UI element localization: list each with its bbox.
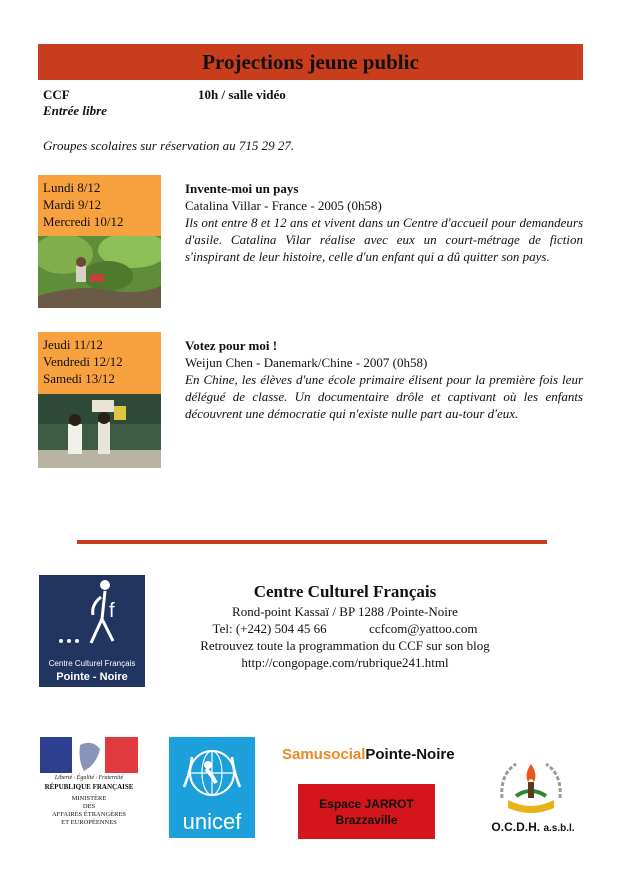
republique-country: RÉPUBLIQUE FRANÇAISE: [44, 783, 134, 791]
film1-dates: [38, 175, 161, 236]
title-banner: [38, 44, 583, 80]
ministry-line: DES: [82, 803, 96, 810]
republique-logo: [40, 737, 138, 839]
espace-jarrot-logo: [298, 784, 435, 839]
ocdh-caption: [478, 820, 588, 834]
unicef-emblem-icon: [182, 743, 242, 803]
contact-name: Centre Culturel Français: [253, 582, 437, 601]
samusocial-city: Pointe-Noire: [365, 746, 455, 763]
ccf-figure-icon: [39, 575, 145, 655]
ocdh-name: O.C.D.H.: [491, 820, 541, 834]
ministry-line: AFFAIRES ÉTRANGÈRES: [51, 811, 127, 818]
contact-email[interactable]: ccfcom@yattoo.com: [369, 621, 478, 636]
svg-text:f: f: [109, 600, 115, 622]
contact-phone-row: [160, 620, 530, 637]
section-divider: [77, 540, 547, 544]
film1-photo-art: [38, 236, 161, 308]
film1-credits: Catalina Villar - France - 2005 (0h58): [185, 198, 382, 213]
film2-date: Vendredi 12/12: [43, 354, 123, 369]
film1-description: Ils ont entre 8 et 12 ans et vivent dans un Centre d'accueil pour demandeurs d'asile. Catalina Vilar réalise avec eux un court-métrage de fiction s'inspirant de leur histoire, celle d'un enfant qui a dû quitter son pays.: [185, 215, 583, 264]
ccf-logo-line2: Pointe - Noire: [56, 671, 128, 683]
espace-jarrot-line2: Brazzaville: [335, 812, 398, 827]
film1-block: [185, 180, 583, 265]
film2-credits: Weijun Chen - Danemark/Chine - 2007 (0h58): [185, 355, 428, 370]
unicef-logo: [169, 737, 255, 838]
ocdh-torch-icon: [494, 756, 568, 816]
film1-photo: [38, 236, 161, 308]
unicef-wordmark: unicef: [182, 809, 242, 834]
contact-url[interactable]: http://congopage.com/rubrique241.html: [241, 655, 449, 670]
ccf-logo: [39, 575, 145, 687]
contact-blog-line: Retrouvez toute la programmation du CCF sur son blog: [200, 638, 490, 653]
ministry-line: MINISTÈRE: [71, 795, 107, 802]
ccf-logo-line1: Centre Culturel Français: [48, 659, 136, 668]
page-title: Projections jeune public: [202, 49, 419, 74]
contact-address: Rond-point Kassaï / BP 1288 /Pointe-Noire: [232, 604, 458, 619]
contact-phone: Tel: (+242) 504 45 66: [212, 621, 327, 636]
film2-date: Samedi 13/12: [43, 371, 115, 386]
marianne-flag-icon: [40, 737, 138, 773]
film2-date: Jeudi 11/12: [43, 337, 103, 352]
film2-block: [185, 337, 583, 422]
ocdh-logo: [478, 756, 588, 841]
film1-date: Mercredi 10/12: [43, 214, 124, 229]
film2-photo-art: [38, 394, 161, 468]
samusocial-name: Samusocial: [282, 746, 366, 763]
film2-photo: [38, 394, 161, 468]
film2-title: Votez pour moi !: [185, 338, 278, 353]
film1-date: Lundi 8/12: [43, 180, 101, 195]
ocdh-suffix: a.s.b.l.: [543, 823, 575, 834]
film2-dates: [38, 332, 161, 394]
groups-note: Groupes scolaires sur réservation au 715 29 27.: [43, 138, 295, 153]
contact-block: [160, 581, 530, 671]
espace-jarrot-line1: Espace JARROT: [319, 796, 414, 811]
samusocial-logo: [282, 746, 455, 763]
venue-label: CCF: [43, 87, 70, 102]
film1-date: Mardi 9/12: [43, 197, 102, 212]
film2-description: En Chine, les élèves d'une école primaire élisent pour la première fois leur délégué de classe. Un documentaire drôle et captivant où les enfants découvrent une démocratie qui n'existe nulle part au-tour d'eux.: [185, 372, 583, 421]
time-room-label: 10h / salle vidéo: [198, 87, 286, 102]
film1-title: Invente-moi un pays: [185, 181, 299, 196]
republique-motto: Liberté · Égalité · Fraternité: [54, 775, 124, 781]
ministry-line: ET EUROPÉENNES: [61, 819, 117, 826]
republique-ministry: [40, 795, 138, 827]
entry-label: Entrée libre: [43, 103, 107, 118]
